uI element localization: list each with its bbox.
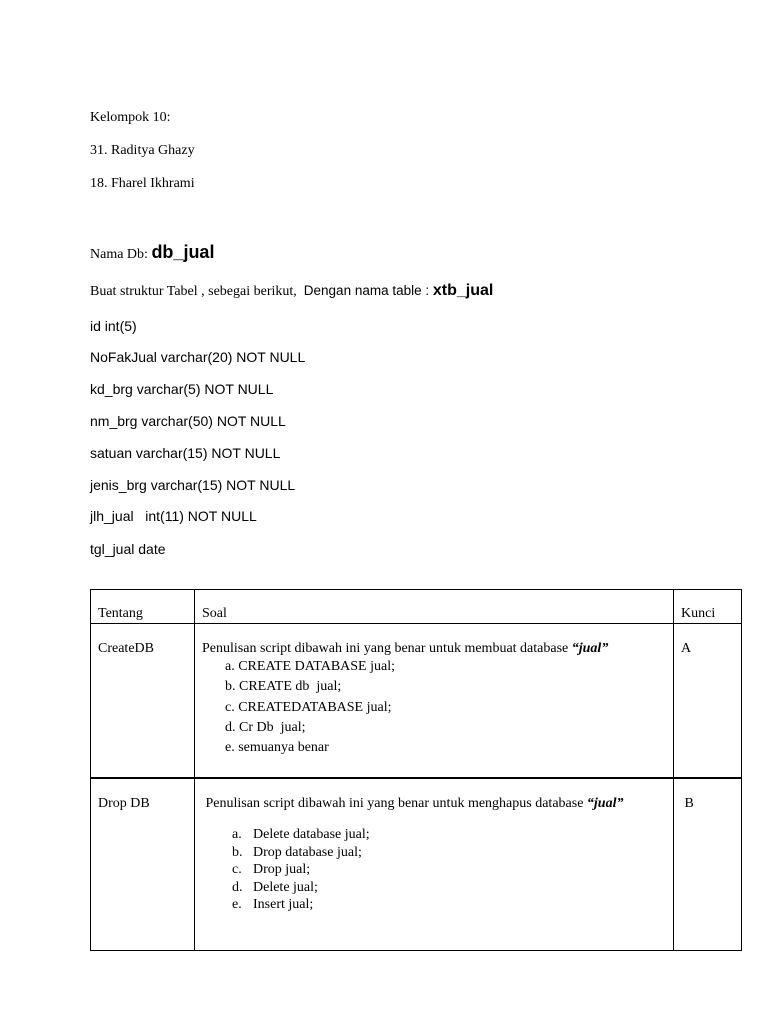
field-line: NoFakJual varchar(20) NOT NULL <box>90 349 306 365</box>
option-label: b. <box>232 844 243 860</box>
member-1: 31. Raditya Ghazy <box>90 143 195 158</box>
question-cell <box>195 778 674 951</box>
option-text: Delete database jual; <box>253 827 370 842</box>
field-line: jenis_brg varchar(15) NOT NULL <box>90 477 296 493</box>
option-label: e. <box>232 897 242 912</box>
question-text: Penulisan script dibawah ini yang benar untuk membuat database “jual” <box>202 641 609 656</box>
option-label: a. <box>232 827 242 842</box>
question-text: Penulisan script dibawah ini yang benar untuk menghapus database “jual” <box>202 796 624 811</box>
option-item: c. CREATEDATABASE jual; <box>225 699 392 715</box>
field-line: satuan varchar(15) NOT NULL <box>90 445 281 461</box>
db-name-line <box>90 242 214 263</box>
option-item: a. CREATE DATABASE jual; <box>225 659 395 674</box>
db-name-value: db_jual <box>151 242 215 262</box>
table-header-row <box>91 590 742 624</box>
option-item <box>232 896 673 914</box>
db-name-label: Nama Db: <box>90 247 152 262</box>
option-text: Delete jual; <box>253 879 318 895</box>
key-cell: B <box>674 778 742 951</box>
topic-cell: CreateDB <box>91 624 195 779</box>
question-table <box>90 589 742 951</box>
option-item <box>232 879 673 897</box>
table-name-value: xtb_jual <box>432 282 494 299</box>
option-item: d. Cr Db jual; <box>225 719 306 735</box>
header-kunci: Kunci <box>674 590 742 624</box>
options-list <box>202 657 673 758</box>
option-text: Drop jual; <box>253 862 311 877</box>
question-emphasis: “jual” <box>571 641 609 656</box>
instruction-table-label: Dengan nama table : <box>303 283 433 298</box>
option-item <box>232 861 673 879</box>
option-item: b. CREATE db jual; <box>225 679 342 695</box>
question-cell <box>195 624 674 779</box>
option-label: d. <box>232 879 243 895</box>
option-text: Drop database jual; <box>253 844 362 860</box>
options-list <box>202 826 673 914</box>
topic-cell: Drop DB <box>91 778 195 951</box>
header-soal: Soal <box>195 590 674 624</box>
group-title: Kelompok 10: <box>90 110 171 125</box>
field-line: jlh_jual int(11) NOT NULL <box>90 508 257 524</box>
header-tentang: Tentang <box>91 590 195 624</box>
field-line: nm_brg varchar(50) NOT NULL <box>90 413 286 429</box>
field-line: id int(5) <box>90 318 137 334</box>
option-text: Insert jual; <box>253 897 314 912</box>
option-label: c. <box>232 862 242 877</box>
key-cell: A <box>674 624 742 779</box>
option-item: e. semuanya benar <box>225 740 329 756</box>
field-line: tgl_jual date <box>90 541 166 557</box>
member-2: 18. Fharel Ikhrami <box>90 176 195 191</box>
table-row <box>91 624 742 779</box>
instruction-line <box>90 282 493 300</box>
option-item <box>232 826 673 844</box>
instruction-text: Buat struktur Tabel , sebegai berikut, <box>90 284 304 299</box>
field-line: kd_brg varchar(5) NOT NULL <box>90 381 274 397</box>
table-row <box>91 778 742 951</box>
option-item <box>232 844 673 862</box>
question-emphasis: “jual” <box>586 796 624 811</box>
